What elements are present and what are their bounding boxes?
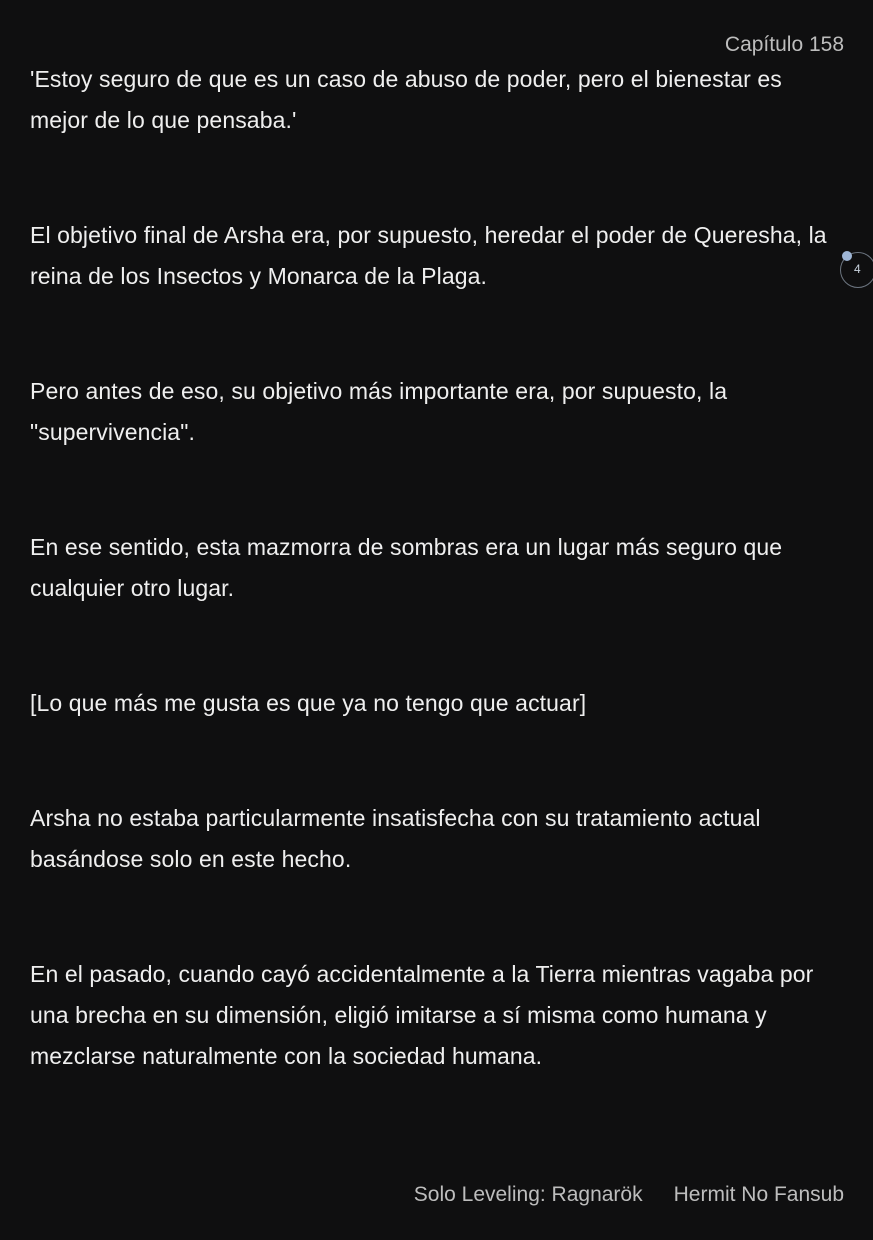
paragraph-6: Arsha no estaba particularmente insatisfecha con su tratamiento actual basándose solo en este hecho. <box>30 805 761 872</box>
paragraph-2: El objetivo final de Arsha era, por supuesto, heredar el poder de Queresha, la reina de los Insectos y Monarca de la Plaga. <box>30 222 827 289</box>
reader-footer <box>414 1181 844 1209</box>
paragraph-3: Pero antes de eso, su objetivo más importante era, por supuesto, la "supervivencia". <box>30 378 728 445</box>
page-indicator[interactable] <box>840 252 873 286</box>
paragraph-5: [Lo que más me gusta es que ya no tengo que actuar] <box>30 690 587 716</box>
paragraph-4: En ese sentido, esta mazmorra de sombras era un lugar más seguro que cualquier otro lugar. <box>30 534 783 601</box>
paragraph-7: En el pasado, cuando cayó accidentalmente a la Tierra mientras vagaba por una brecha en su dimensión, eligió imitarse a sí misma como humana y mezclarse naturalmente con la sociedad humana. <box>30 961 814 1069</box>
novel-title: Solo Leveling: Ragnarök <box>413 1183 643 1206</box>
page-dot <box>842 251 852 261</box>
translator-name: Hermit No Fansub <box>673 1183 844 1206</box>
page-number: 4 <box>854 262 861 276</box>
paragraph-1: 'Estoy seguro de que es un caso de abuso de poder, pero el bienestar es mejor de lo que pensaba.' <box>30 66 782 133</box>
reader-content <box>30 59 845 1077</box>
chapter-title: Capítulo 158 <box>724 33 844 56</box>
